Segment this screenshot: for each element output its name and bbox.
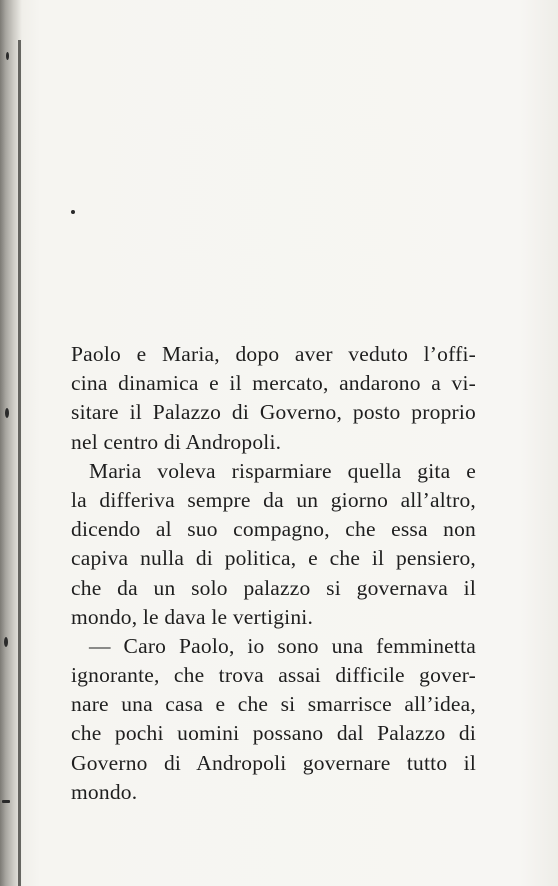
body-text xyxy=(71,340,476,807)
text-line: Paolo e Maria, dopo aver veduto l’offi- xyxy=(71,342,476,366)
text-line: cina dinamica e il mercato, andarono a vi- xyxy=(71,371,476,396)
ink-speck xyxy=(6,52,9,60)
text-line: capiva nulla di politica, e che il pensiero, xyxy=(71,546,476,571)
text-line: mondo, le dava le vertigini. xyxy=(71,604,314,629)
text-line: — Caro Paolo, io sono una femminetta xyxy=(89,633,476,658)
text-line: Governo di Andropoli governare tutto il xyxy=(71,750,476,775)
text-line: Maria voleva risparmiare quella gita e xyxy=(89,458,476,483)
text-line: nare una casa e che si smarrisce all’idea, xyxy=(71,692,476,717)
text-line: che da un solo palazzo si governava il xyxy=(71,575,476,600)
ink-speck xyxy=(2,800,10,803)
text-line: la differiva sempre da un giorno all’altro, xyxy=(71,487,476,512)
paragraph-1 xyxy=(71,340,476,457)
text-line: sitare il Palazzo di Governo, posto proprio xyxy=(71,400,476,425)
text-line: mondo. xyxy=(71,779,138,804)
binding-shadow-line xyxy=(18,40,21,886)
text-line: nel centro di Andropoli. xyxy=(71,429,282,454)
ink-speck xyxy=(5,408,9,418)
text-line: ignorante, che trova assai difficile gover- xyxy=(71,663,476,688)
paragraph-2 xyxy=(71,457,476,632)
text-line: che pochi uomini possano dal Palazzo di xyxy=(71,721,476,746)
ink-speck xyxy=(4,637,8,647)
ink-speck xyxy=(71,210,75,214)
text-line: dicendo al suo compagno, che essa non xyxy=(71,517,476,542)
paragraph-3 xyxy=(71,632,476,807)
